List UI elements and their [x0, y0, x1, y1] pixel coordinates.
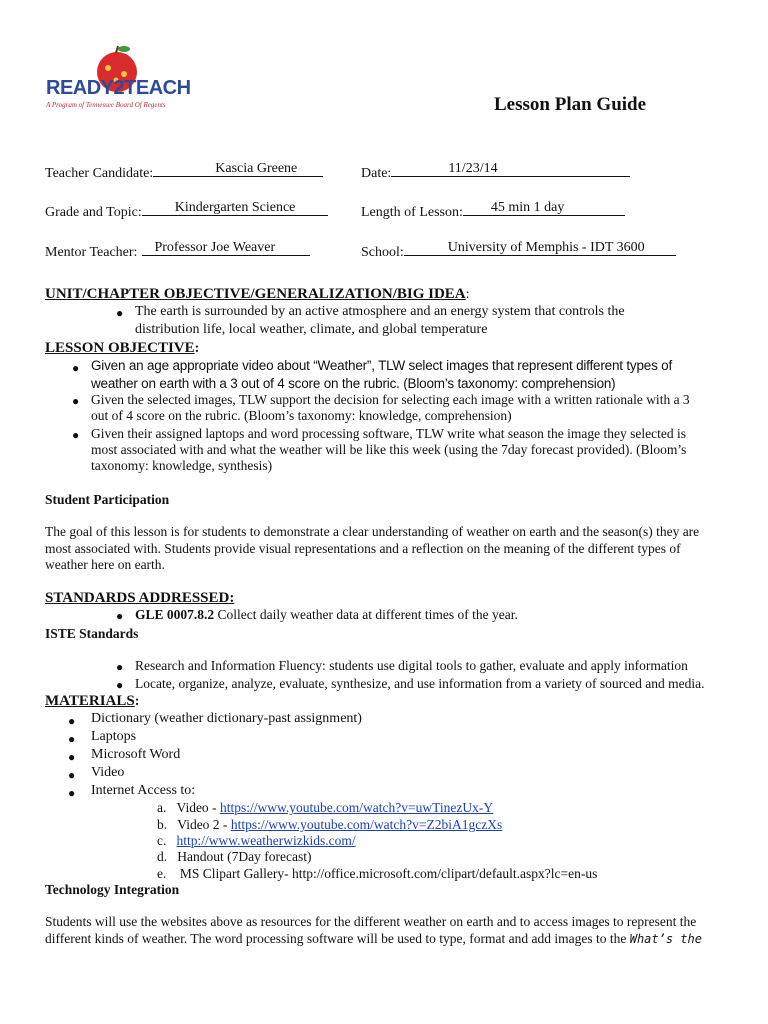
technology-line2 [45, 931, 702, 947]
subitem-marker: d. [157, 849, 168, 864]
iste-item-2: Locate, organize, analyze, evaluate, synthesize, and use information from a variety of sourced and media. [135, 676, 705, 691]
material-item: Internet Access to: [91, 783, 196, 798]
teacher-blank [153, 161, 323, 177]
length-blank [463, 200, 625, 216]
teacher-value: Kascia Greene [215, 161, 298, 176]
bullet-icon: ● [72, 394, 80, 408]
school-value: University of Memphis - IDT 3600 [447, 240, 645, 255]
material-item: Laptops [91, 729, 137, 744]
school-blank [404, 240, 676, 256]
bullet-icon: ● [68, 750, 76, 764]
lesson-objective-colon: : [194, 341, 200, 356]
technology-heading: Technology Integration [45, 882, 180, 897]
bullet-icon: ● [116, 678, 124, 692]
material-subitem-c [157, 833, 356, 849]
grade-blank [142, 200, 328, 216]
mentor-label: Mentor Teacher: [45, 245, 138, 260]
school-row [361, 240, 676, 261]
bullet-icon: ● [68, 732, 76, 746]
grade-value: Kindergarten Science [174, 200, 296, 215]
iste-item-1: Research and Information Fluency: students use digital tools to gather, evaluate and apply information [135, 658, 688, 673]
subitem-marker: c. [157, 833, 167, 848]
subitem-text: Handout (7Day forecast) [177, 849, 312, 864]
page-title: Lesson Plan Guide [494, 94, 647, 115]
material-subitem-d [157, 849, 311, 865]
objective-2-line1: Given the selected images, TLW support the decision for selecting each image with a written rationale with a 3 [91, 392, 690, 407]
unit-bullet-line1: The earth is surrounded by an active atmosphere and an energy system that controls the [135, 304, 625, 319]
lesson-objective-heading-row [45, 340, 199, 357]
length-row [361, 200, 625, 221]
objective-3-line2: most associated with and what the weather will be like this week (using the 7day forecast provided). (Bloom’s [91, 442, 687, 457]
gle-text: Collect daily weather data at different times of the year. [214, 607, 518, 622]
school-label: School: [361, 245, 404, 260]
gle-item [135, 607, 518, 623]
weatherwizkids-link[interactable]: http://www.weatherwizkids.com/ [176, 833, 356, 848]
grade-row [45, 200, 328, 221]
materials-colon: : [134, 694, 140, 709]
objective-1-line2: weather on earth with a 3 out of 4 score on the rubric. (Bloom’s taxonomy: comprehension) [91, 376, 616, 391]
bullet-icon: ● [116, 306, 124, 320]
ready2teach-logo [44, 44, 191, 116]
objective-3-line3: taxonomy: knowledge, synthesis) [91, 458, 273, 473]
participation-line3: weather here on earth. [45, 557, 165, 572]
technology-line1: Students will use the websites above as resources for the different weather on earth and to access images to represent the [45, 914, 697, 929]
materials-heading-row [45, 693, 139, 710]
technology-line2-italic: What’s the [629, 932, 702, 946]
subitem-prefix: Video - [176, 800, 220, 815]
iste-heading: ISTE Standards [45, 626, 139, 641]
teacher-label: Teacher Candidate: [45, 166, 154, 181]
date-label: Date: [361, 166, 392, 181]
logo-brand: READY2TEACH [46, 77, 191, 99]
mentor-blank [142, 240, 310, 256]
mentor-row [45, 240, 310, 261]
gle-code: GLE 0007.8.2 [135, 607, 215, 622]
material-item: Dictionary (weather dictionary-past assignment) [91, 711, 362, 726]
subitem-text: MS Clipart Gallery- http://office.microsoft.com/clipart/default.aspx?lc=en-us [176, 866, 598, 881]
lesson-objective-heading: LESSON OBJECTIVE [45, 340, 195, 356]
bullet-icon: ● [68, 714, 76, 728]
video-link[interactable]: https://www.youtube.com/watch?v=uwTinezUx-Y [219, 800, 494, 815]
video-2-link[interactable]: https://www.youtube.com/watch?v=Z2biA1gczXs [230, 817, 503, 832]
objective-3-line1: Given their assigned laptops and word processing software, TLW write what season the image they selected is [91, 426, 686, 441]
unit-heading-row [45, 286, 470, 303]
bullet-icon: ● [116, 609, 124, 623]
length-value: 45 min 1 day [490, 200, 565, 215]
mentor-value: Professor Joe Weaver [154, 240, 276, 255]
unit-bullet-line2: distribution life, local weather, climate, and global temperature [135, 322, 488, 337]
material-item: Microsoft Word [91, 747, 181, 762]
participation-heading: Student Participation [45, 492, 170, 507]
teacher-row [45, 161, 323, 182]
bullet-icon: ● [68, 768, 76, 782]
material-subitem-a [157, 800, 493, 816]
length-label: Length of Lesson: [361, 205, 463, 220]
material-subitem-e [157, 866, 597, 882]
subitem-marker: b. [157, 817, 168, 832]
date-value: 11/23/14 [448, 161, 498, 176]
material-item: Video [91, 765, 125, 780]
bullet-icon: ● [72, 428, 80, 442]
date-blank [391, 161, 630, 177]
technology-line2-text: different kinds of weather. The word processing software will be used to type, format and add images to the [45, 931, 630, 946]
date-row [361, 161, 630, 182]
bullet-icon: ● [68, 786, 76, 800]
subitem-marker: a. [157, 800, 167, 815]
bullet-icon: ● [116, 660, 124, 674]
material-subitem-b [157, 817, 502, 833]
logo-tagline: A Program of Tennessee Board Of Regents [46, 101, 166, 109]
participation-line2: most associated with. Students provide visual representations and a reflection on the meaning of the different types of [45, 541, 681, 556]
bullet-icon: ● [72, 361, 80, 375]
grade-label: Grade and Topic: [45, 205, 142, 220]
subitem-marker: e. [157, 866, 167, 881]
unit-colon: : [465, 287, 470, 302]
materials-heading: MATERIALS [45, 693, 135, 709]
subitem-prefix: Video 2 - [177, 817, 231, 832]
unit-heading: UNIT/CHAPTER OBJECTIVE/GENERALIZATION/BIG IDEA [45, 286, 466, 302]
objective-1-line1: Given an age appropriate video about “Weather”, TLW select images that represent different types of [91, 358, 673, 373]
participation-line1: The goal of this lesson is for students to demonstrate a clear understanding of weather on earth and the season(s) they are [45, 524, 700, 539]
standards-heading: STANDARDS ADDRESSED: [45, 590, 235, 606]
objective-2-line2: out of 4 score on the rubric. (Bloom’s taxonomy: knowledge, comprehension) [91, 408, 512, 423]
